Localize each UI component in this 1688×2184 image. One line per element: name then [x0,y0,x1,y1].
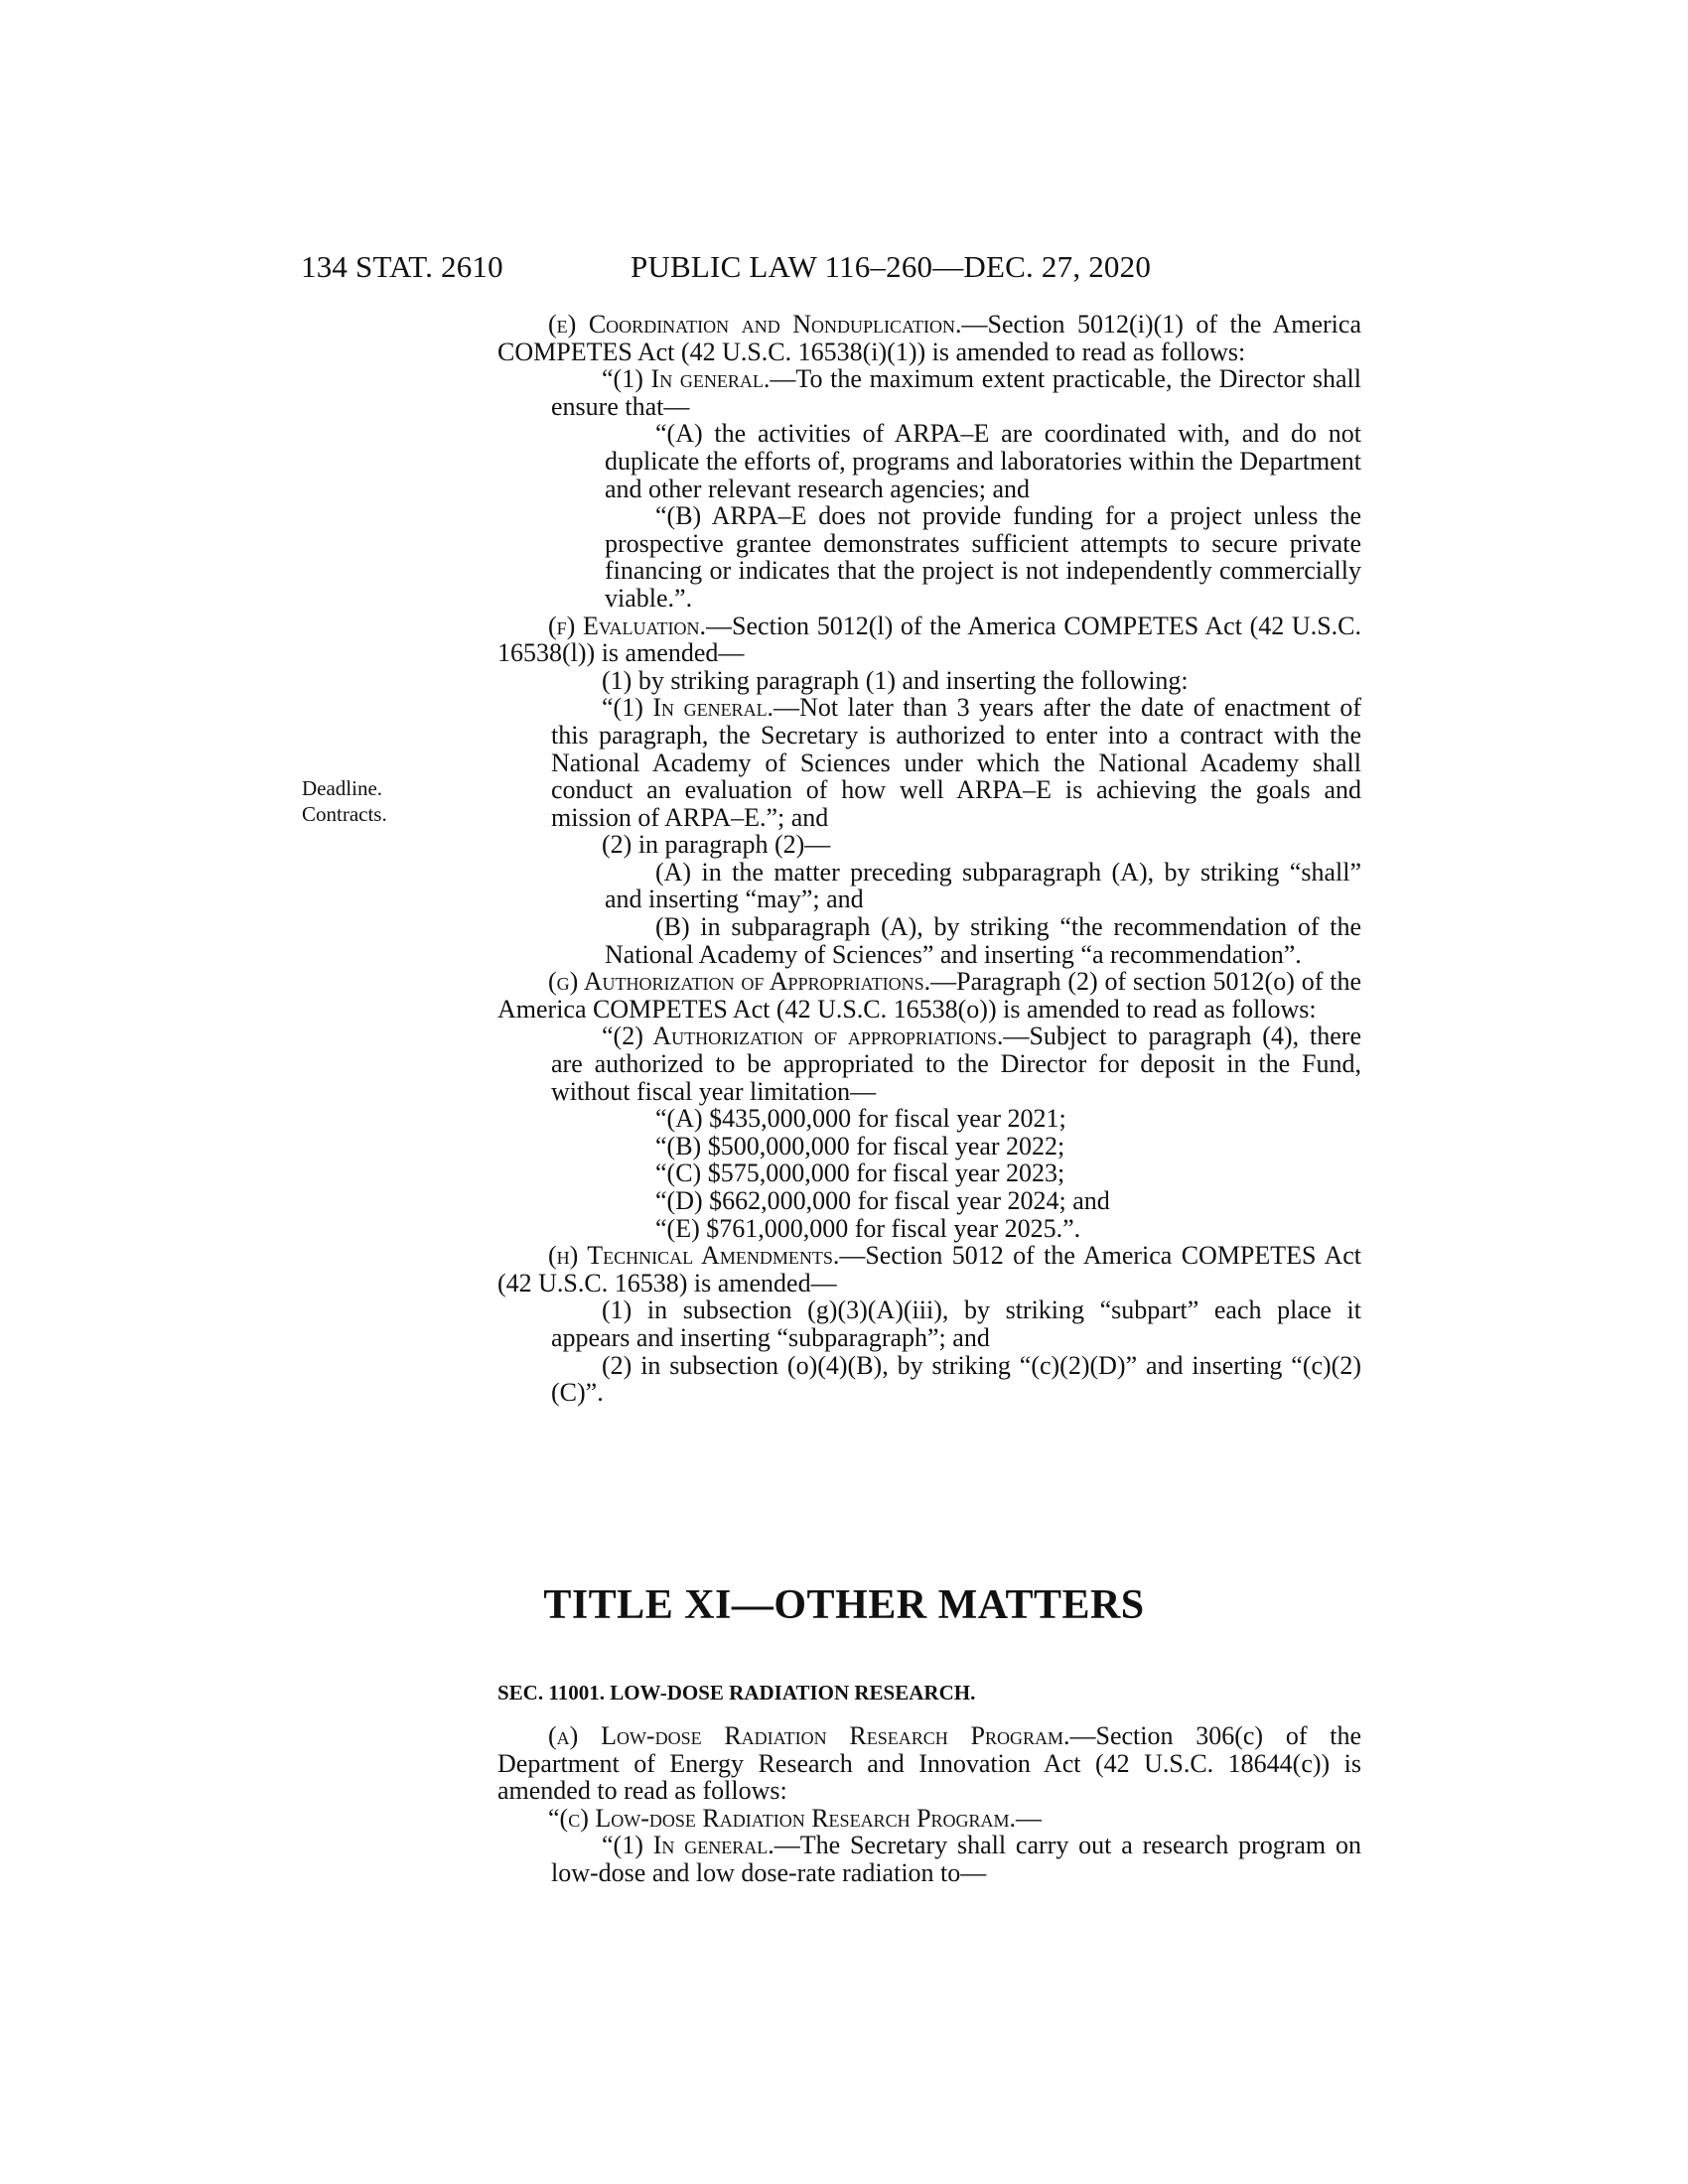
paragraph-text: To the maximum extent practicable, the Director shall ensure that— [551,364,1361,421]
paragraph-heading: “(2) Authorization of appropriations.— [602,1022,1030,1051]
paragraph-heading: “(1) In general.— [602,693,800,723]
paragraph-e-1-A [605,420,1361,502]
paragraph-text: “(E) $761,000,000 for fiscal year 2025.”. [655,1213,1081,1243]
margin-note-contracts: Contracts. [302,802,387,826]
paragraph-c [497,1805,1361,1833]
appropriation-item [605,1133,1361,1160]
paragraph-e-1 [551,365,1361,420]
paragraph-heading: “(1) In general.— [602,364,796,394]
paragraph-heading: (h) Technical Amendments.— [548,1241,866,1271]
running-head: PUBLIC LAW 116–260—DEC. 27, 2020 [631,249,1152,284]
paragraph-text: Section 5012(i)(1) of the America COMPETES Act (42 U.S.C. 16538(i)(1)) is amended to read as follows: [497,310,1361,366]
paragraph-a [497,1722,1361,1805]
paragraph-f-2 [551,831,1361,859]
paragraph-e-1-B [605,502,1361,612]
paragraph-h-1 [551,1297,1361,1351]
paragraph-text: (B) in subparagraph (A), by striking “the recommendation of the National Academy of Sciences” and inserting “a recommendation”. [605,912,1361,969]
paragraph-e [497,311,1361,365]
paragraph-g-2 [551,1023,1361,1105]
paragraph-heading: “(1) In general.— [602,1831,800,1860]
paragraph-h-2 [551,1352,1361,1407]
paragraph-text: (1) by striking paragraph (1) and inserting the following: [602,665,1189,695]
margin-note-deadline: Deadline. [302,776,383,800]
paragraph-f [497,613,1361,667]
paragraph-text: Section 5012(l) of the America COMPETES Act (42 U.S.C. 16538(l)) is amended— [497,611,1361,668]
paragraph-c-1 [551,1832,1361,1886]
section-heading: SEC. 11001. LOW-DOSE RADIATION RESEARCH. [497,1681,976,1705]
paragraph-text: (A) in the matter preceding subparagraph (A), by striking “shall” and inserting “may”; and [605,857,1361,914]
paragraph-f-2-A [605,859,1361,913]
paragraph-heading: (a) Low-dose Radiation Research Program.— [548,1721,1096,1750]
paragraph-f-1 [551,667,1361,695]
paragraph-text: “(B) $500,000,000 for fiscal year 2022; [655,1131,1065,1160]
paragraph-text: Section 306(c) of the Department of Energy Research and Innovation Act (42 U.S.C. 18644(c)) is amended to read as follows: [497,1721,1362,1806]
appropriation-item [605,1215,1361,1243]
paragraph-text: Paragraph (2) of section 5012(o) of the America COMPETES Act (42 U.S.C. 16538(o)) is amended to read as follows: [497,967,1361,1024]
paragraph-g [497,968,1361,1023]
statute-citation: 134 STAT. 2610 [301,249,503,284]
main-text [497,311,1361,1407]
paragraph-text: “(B) ARPA–E does not provide funding for a project unless the prospective grantee demonstrates sufficient attempts to secure private financing or indicates that the project is not independently commercially viable.”. [605,501,1361,613]
paragraph-h [497,1242,1361,1297]
paragraph-text: (2) in subsection (o)(4)(B), by striking “(c)(2)(D)” and inserting “(c)(2)(C)”. [551,1350,1361,1408]
appropriation-item [605,1105,1361,1133]
paragraph-text: “(A) $435,000,000 for fiscal year 2021; [655,1104,1066,1134]
paragraph-heading: (f) Evaluation.— [548,611,733,640]
paragraph-text: The Secretary shall carry out a research program on low-dose and low dose-rate radiation to— [551,1831,1361,1887]
section-text [497,1722,1361,1887]
paragraph-text: Section 5012 of the America COMPETES Act (42 U.S.C. 16538) is amended— [497,1241,1361,1297]
paragraph-text: “(A) the activities of ARPA–E are coordinated with, and do not duplicate the efforts of, programs and laboratories within the Department and other relevant research agencies; and [605,419,1361,503]
appropriation-item [605,1160,1361,1187]
paragraph-f-2-B [605,913,1361,968]
title-heading: TITLE XI—OTHER MATTERS [543,1582,1145,1628]
paragraph-text: (2) in paragraph (2)— [602,830,831,860]
paragraph-text: Subject to paragraph (4), there are authorized to be appropriated to the Director for deposit in the Fund, without fiscal year limitation— [551,1022,1361,1106]
paragraph-heading: “(c) Low-dose Radiation Research Program.— [548,1803,1043,1833]
paragraph-text: (1) in subsection (g)(3)(A)(iii), by striking “subpart” each place it appears and inserting “subparagraph”; and [551,1296,1361,1352]
appropriation-item [605,1187,1361,1215]
paragraph-heading: (g) Authorization of Appropriations.— [548,967,957,997]
paragraph-f-1-inserted [551,694,1361,831]
paragraph-text: “(D) $662,000,000 for fiscal year 2024; and [655,1186,1110,1215]
paragraph-heading: (e) Coordination and Nonduplication.— [548,310,988,339]
paragraph-text: “(C) $575,000,000 for fiscal year 2023; [655,1159,1065,1188]
paragraph-text: Not later than 3 years after the date of enactment of this paragraph, the Secretary is authorized to enter into a contract with the National Academy of Sciences under which the National Academy shall conduct an evaluation of how well ARPA–E is achieving the goals and mission of ARPA–E.”; and [551,693,1361,832]
